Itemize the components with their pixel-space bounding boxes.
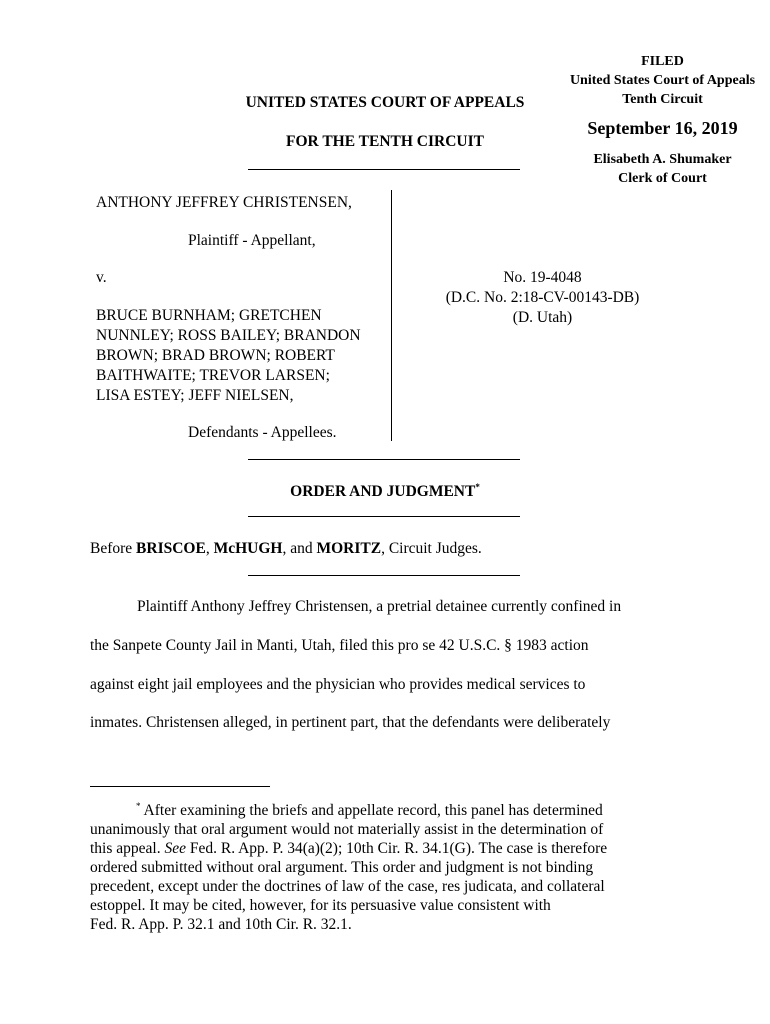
body-line: Plaintiff Anthony Jeffrey Christensen, a pretrial detainee currently confined in [137, 598, 622, 615]
case-info [405, 268, 680, 328]
filed-label: FILED [641, 54, 684, 69]
versus: v. [96, 269, 107, 286]
footnote-line: estoppel. It may be cited, however, for its persuasive value consistent with [90, 897, 551, 915]
plaintiff-role: Plaintiff - Appellant, [188, 232, 316, 249]
panel-line [90, 540, 482, 558]
case-number: No. 19-4048 [503, 269, 582, 286]
defendants-line: BROWN; BRAD BROWN; ROBERT [96, 347, 335, 364]
caption-bottom-divider [248, 459, 520, 460]
clerk-name: Elisabeth A. Shumaker [593, 152, 732, 167]
defendants-line: BAITHWAITE; TREVOR LARSEN; [96, 367, 330, 384]
footnote-line: * After examining the briefs and appellate record, this panel has determined [136, 801, 603, 820]
title-divider [248, 516, 520, 517]
filed-date: September 16, 2019 [587, 118, 738, 138]
clerk-title: Clerk of Court [618, 171, 707, 186]
footnote-line: unanimously that oral argument would not materially assist in the determination of [90, 821, 604, 839]
judge-mchugh: McHUGH [213, 540, 283, 557]
panel-sep1: , [205, 540, 214, 557]
defendants-line: NUNNLEY; ROSS BAILEY; BRANDON [96, 327, 361, 344]
order-title [230, 482, 540, 501]
caption-divider [391, 190, 392, 441]
dc-number: (D.C. No. 2:18-CV-00143-DB) [445, 289, 640, 306]
filed-court: United States Court of Appeals [569, 73, 756, 88]
header-divider [248, 169, 520, 170]
see-signal: See [164, 840, 186, 858]
footnote-line: this appeal. See Fed. R. App. P. 34(a)(2); 10th Cir. R. 34.1(G). The case is therefore [90, 840, 608, 858]
defendants-line: LISA ESTEY; JEFF NIELSEN, [96, 387, 294, 404]
panel-divider [248, 575, 520, 576]
order-title-text: ORDER AND JUDGMENT [290, 483, 476, 501]
defendants-line: BRUCE BURNHAM; GRETCHEN [96, 307, 322, 324]
judge-briscoe: BRISCOE [136, 540, 206, 557]
footnote-line: Fed. R. App. P. 32.1 and 10th Cir. R. 32.1. [90, 916, 352, 934]
filed-stamp [540, 52, 770, 188]
defendants-list [96, 306, 361, 406]
footnote [90, 797, 690, 934]
panel-suffix: , Circuit Judges. [381, 540, 482, 557]
footnote-line: precedent, except under the doctrines of law of the case, res judicata, and collateral [90, 878, 605, 896]
judge-moritz: MORITZ [316, 540, 382, 557]
footnote-line: ordered submitted without oral argument. This order and judgment is not binding [90, 859, 594, 877]
body-line: inmates. Christensen alleged, in pertinent part, that the defendants were deliberately [90, 714, 611, 731]
footnote-marker: * [136, 801, 141, 811]
plaintiff-name: ANTHONY JEFFREY CHRISTENSEN, [96, 194, 352, 211]
body-line: against eight jail employees and the physician who provides medical services to [90, 676, 586, 693]
panel-before: Before [90, 540, 137, 557]
body-line: the Sanpete County Jail in Manti, Utah, filed this pro se 42 U.S.C. § 1983 action [90, 637, 589, 654]
defendants-role: Defendants - Appellees. [188, 424, 337, 441]
footnote-rule [90, 786, 270, 787]
panel-sep2: , and [282, 540, 317, 557]
circuit-title: FOR THE TENTH CIRCUIT [286, 133, 484, 150]
district: (D. Utah) [512, 309, 573, 326]
footnote-marker: * [475, 482, 480, 492]
filed-circuit: Tenth Circuit [622, 92, 703, 107]
court-title: UNITED STATES COURT OF APPEALS [245, 94, 525, 111]
